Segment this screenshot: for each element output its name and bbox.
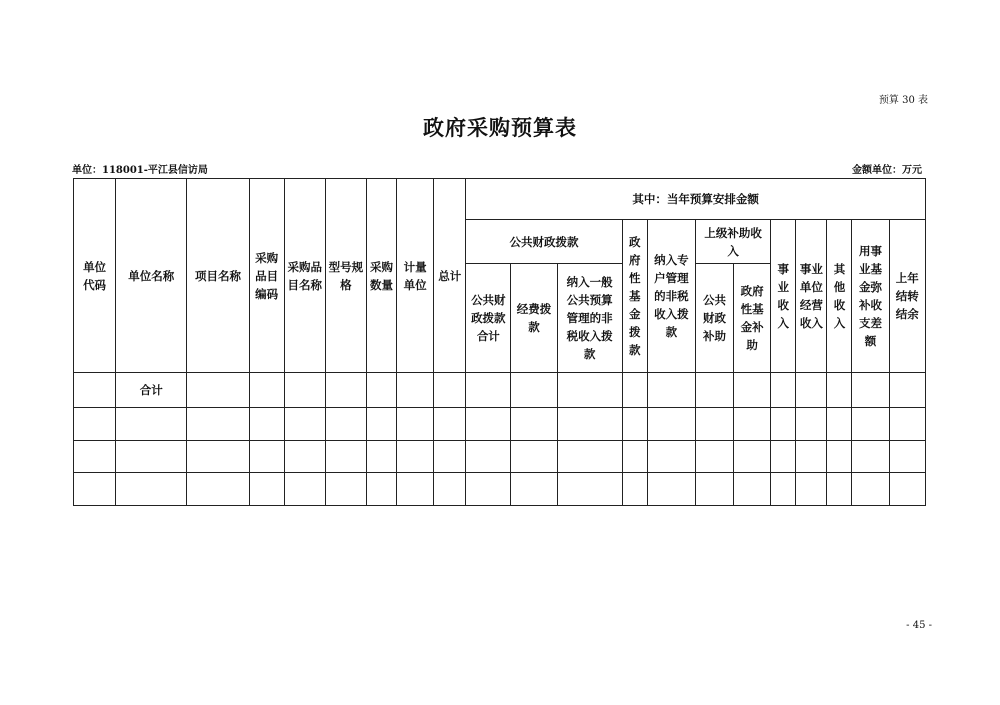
table-cell (771, 373, 796, 408)
table-cell (695, 473, 733, 506)
table-cell (325, 441, 366, 473)
table-cell (325, 408, 366, 441)
table-cell (284, 441, 325, 473)
table-cell (187, 441, 249, 473)
table-cell (511, 473, 557, 506)
table-cell (771, 441, 796, 473)
col-header-item-name: 采购品 目名称 (284, 179, 325, 373)
table-cell (325, 373, 366, 408)
table-cell (511, 373, 557, 408)
table-cell (852, 408, 889, 441)
table-cell (827, 373, 852, 408)
table-cell (647, 408, 695, 441)
table-cell (647, 473, 695, 506)
col-header-project-name: 项目名称 (187, 179, 249, 373)
table-cell (366, 441, 396, 473)
cell-unit-code (74, 373, 116, 408)
table-cell (187, 373, 249, 408)
col-header-public-finance-total: 公共财 政拨款 合计 (466, 264, 511, 373)
col-header-model: 型号规 格 (325, 179, 366, 373)
col-header-carryover: 上年 结转 结余 (889, 220, 925, 373)
col-header-superior-subsidy: 上级补助收 入 (695, 220, 770, 264)
table-cell (366, 473, 396, 506)
table-cell (622, 373, 647, 408)
col-header-measure-unit: 计量 单位 (397, 179, 434, 373)
table-cell (284, 408, 325, 441)
table-cell (889, 408, 925, 441)
table-cell (695, 408, 733, 441)
table-cell (889, 441, 925, 473)
col-header-general-budget-nontax: 纳入一般 公共预算 管理的非 税收入拨 款 (557, 264, 622, 373)
table-cell (557, 441, 622, 473)
table-cell (434, 473, 466, 506)
table-cell (734, 408, 771, 441)
col-header-unit-code: 单位 代码 (74, 179, 116, 373)
table-cell (466, 408, 511, 441)
amount-unit-label: 金额单位：万元 (852, 165, 922, 176)
cell-unit-name (116, 408, 187, 441)
table-cell (434, 441, 466, 473)
table-cell (325, 473, 366, 506)
table-cell (695, 373, 733, 408)
table-cell (434, 373, 466, 408)
table-cell (434, 408, 466, 441)
table-cell (397, 408, 434, 441)
col-header-shortfall-offset: 用事 业基 金弥 补收 支差 额 (852, 220, 889, 373)
table-row (74, 473, 926, 506)
table-cell (622, 473, 647, 506)
table-cell (889, 473, 925, 506)
col-header-unit-name: 单位名称 (116, 179, 187, 373)
table-cell (734, 473, 771, 506)
table-row (74, 373, 926, 408)
table-cell (249, 441, 284, 473)
table-cell (796, 473, 827, 506)
col-header-business-income: 事 业 收 入 (771, 220, 796, 373)
table-cell (511, 441, 557, 473)
page-title: 政府采购预算表 (423, 115, 577, 140)
col-header-business-operating-income: 事业 单位 经营 收入 (796, 220, 827, 373)
table-cell (557, 408, 622, 441)
table-cell (827, 408, 852, 441)
col-header-quantity: 采购 数量 (366, 179, 396, 373)
page-number: - 45 - (906, 620, 932, 631)
table-cell (695, 441, 733, 473)
table-cell (889, 373, 925, 408)
table-cell (647, 373, 695, 408)
table-row (74, 441, 926, 473)
col-header-operating-funds: 经费拨 款 (511, 264, 557, 373)
cell-unit-name (116, 473, 187, 506)
table-cell (622, 441, 647, 473)
table-cell (796, 441, 827, 473)
cell-unit-code (74, 408, 116, 441)
col-header-current-year: 其中：当年预算安排金额 (466, 179, 926, 220)
table-cell (557, 373, 622, 408)
table-cell (397, 441, 434, 473)
table-cell (249, 373, 284, 408)
table-cell (734, 441, 771, 473)
col-header-public-finance: 公共财政拨款 (466, 220, 623, 264)
col-header-special-nontax: 纳入专 户管理 的非税 收入拨 款 (647, 220, 695, 373)
procurement-budget-table (73, 178, 926, 506)
table-cell (622, 408, 647, 441)
table-cell (771, 408, 796, 441)
table-cell (466, 373, 511, 408)
table-cell (852, 441, 889, 473)
table-cell (852, 473, 889, 506)
table-cell (647, 441, 695, 473)
col-header-other-income: 其 他 收 入 (827, 220, 852, 373)
table-cell (284, 473, 325, 506)
table-cell (366, 373, 396, 408)
unit-label: 单位：118001-平江县信访局 (72, 165, 208, 176)
table-cell (734, 373, 771, 408)
table-cell (852, 373, 889, 408)
table-cell (466, 441, 511, 473)
table-cell (827, 441, 852, 473)
cell-unit-code (74, 441, 116, 473)
col-header-gov-fund: 政 府 性 基 金 拨 款 (622, 220, 647, 373)
table-cell (187, 473, 249, 506)
cell-unit-name: 合计 (116, 373, 187, 408)
table-cell (249, 473, 284, 506)
table-number-label: 预算 30 表 (878, 95, 928, 106)
table-cell (511, 408, 557, 441)
col-header-total: 总计 (434, 179, 466, 373)
table-cell (557, 473, 622, 506)
table-cell (796, 408, 827, 441)
cell-unit-name (116, 441, 187, 473)
table-cell (771, 473, 796, 506)
table-cell (397, 473, 434, 506)
col-header-gov-fund-subsidy: 政府 性基 金补 助 (734, 264, 771, 373)
table-cell (397, 373, 434, 408)
table-cell (187, 408, 249, 441)
table-cell (827, 473, 852, 506)
table-cell (249, 408, 284, 441)
table-cell (366, 408, 396, 441)
table-cell (284, 373, 325, 408)
col-header-item-code: 采购 品目 编码 (249, 179, 284, 373)
table-cell (466, 473, 511, 506)
col-header-public-finance-subsidy: 公共 财政 补助 (695, 264, 733, 373)
table-row (74, 408, 926, 441)
cell-unit-code (74, 473, 116, 506)
table-cell (796, 373, 827, 408)
